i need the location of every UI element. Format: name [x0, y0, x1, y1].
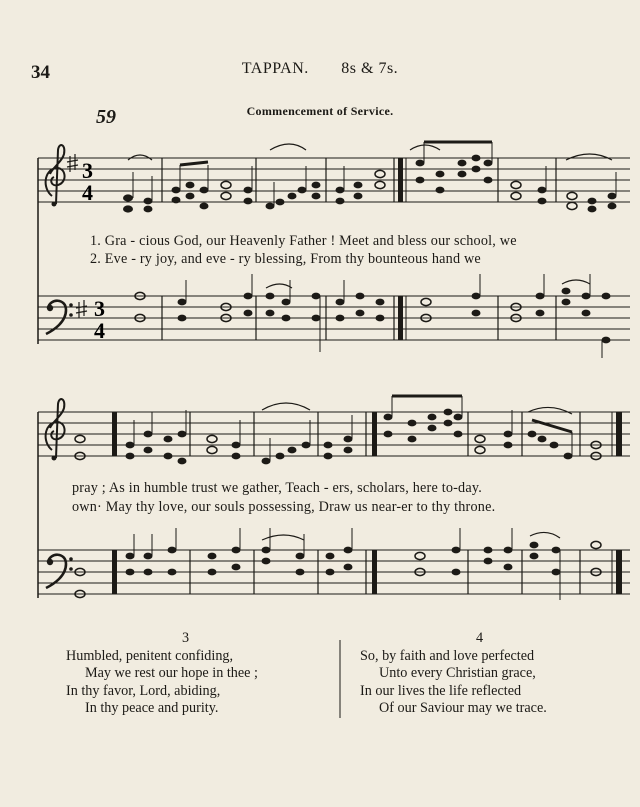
hymn-number: 59: [96, 106, 116, 128]
treble-time-sig-bottom: 4: [82, 180, 93, 205]
system-2-treble-stems: [134, 396, 572, 461]
stanza-line: In thy favor, Lord, abiding,: [66, 682, 221, 699]
lyrics-system1-line1: 1. Gra - cious God, our Heavenly Father ! Meet and bless our school, we: [90, 233, 517, 249]
stanza-number: 3: [182, 630, 190, 646]
lyrics-system1-line2: 2. Eve - ry joy, and eve - ry blessing, From thy bounteous hand we: [90, 251, 481, 267]
treble-clef-icon: [46, 399, 65, 460]
tune-name: TAPPAN.: [241, 60, 309, 77]
stanza-line: In thy peace and purity.: [85, 700, 219, 716]
stanza-line: May we rest our hope in thee ;: [85, 665, 258, 681]
bass-time-sig-bottom: 4: [94, 318, 105, 343]
lyrics-system2-line1: pray ; As in humble trust we gather, Teach - ers, scholars, here to-day.: [72, 480, 482, 496]
system-2-treble-staff: [38, 412, 630, 456]
lyrics-system2-line2: own· May thy love, our souls possessing, Draw us near-er to thy throne.: [72, 499, 496, 515]
stanza-line: Unto every Christian grace,: [379, 665, 536, 681]
stanza-line: Humbled, penitent confiding,: [66, 647, 234, 664]
stanza-line: In our lives the life reflected: [360, 682, 522, 699]
system-1-bass-slurs: [266, 280, 590, 288]
meter: 8s & 7s.: [341, 60, 399, 77]
treble-clef-icon: [46, 145, 65, 206]
stanza-4: [360, 630, 620, 718]
page-number: 34: [31, 62, 50, 83]
bass-key-signature-sharp-icon: [76, 300, 87, 318]
system-2: [38, 396, 630, 600]
system-1-bass-staff: [38, 296, 630, 340]
stanza-number: 4: [476, 630, 484, 646]
system-1: [38, 142, 630, 358]
bass-time-sig-top: 3: [94, 296, 105, 321]
stanza-line: Of our Saviour may we trace.: [379, 700, 547, 716]
hymn-subtitle: Commencement of Service.: [246, 104, 394, 118]
stanza-3: [66, 630, 326, 718]
stanza-line: So, by faith and love perfected: [360, 647, 535, 664]
system-2-beams: [392, 396, 572, 432]
system-1-beams: [180, 142, 492, 165]
system-2-bass-slurs: [262, 532, 560, 540]
treble-time-sig-top: 3: [82, 158, 93, 183]
